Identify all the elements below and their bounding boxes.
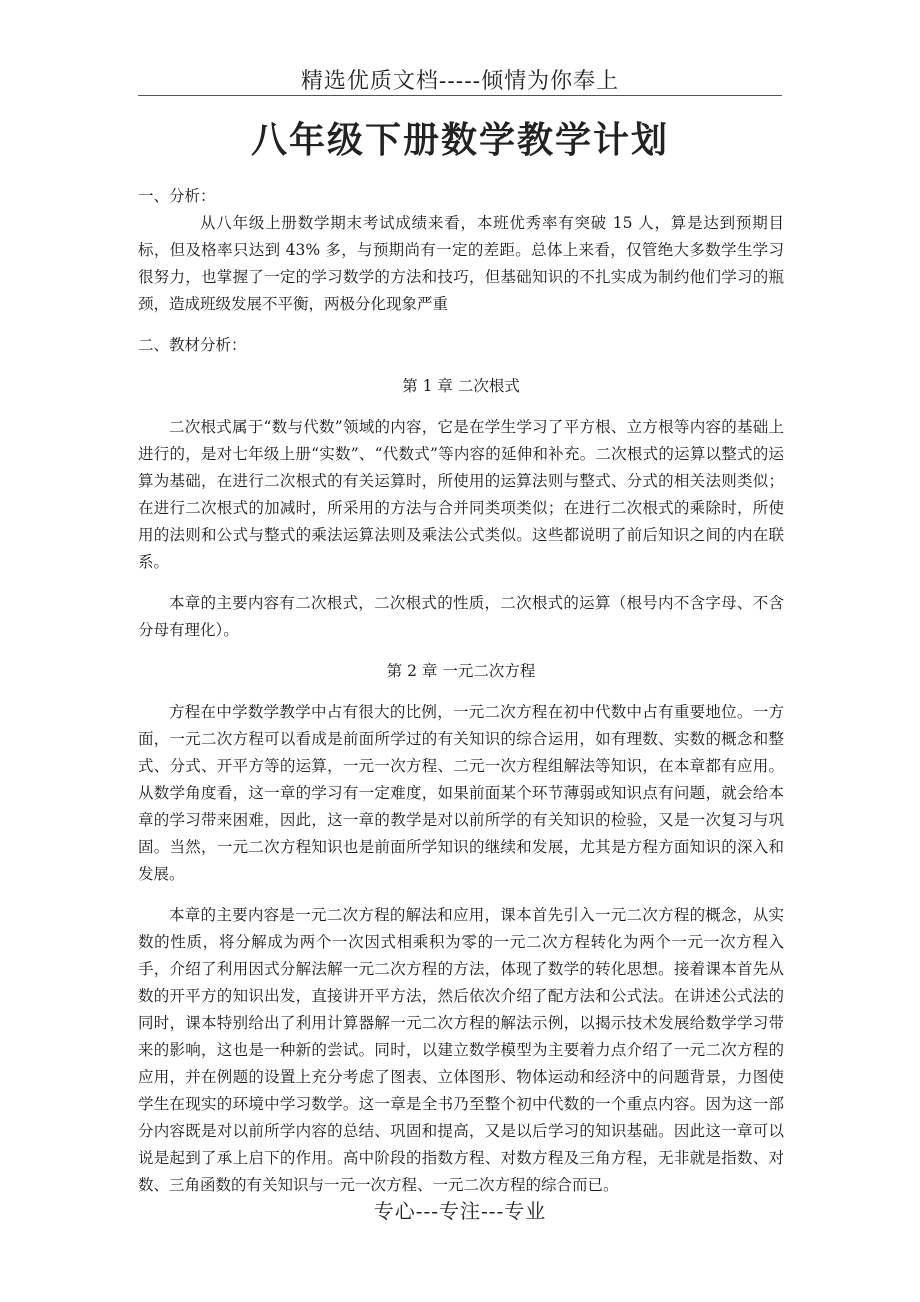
analysis-paragraph: 从八年级上册数学期末考试成绩来看，本班优秀率有突破 15 人，算是达到预期目标，但及格率只达到 43% 多，与预期尚有一定的差距。总体上来看，仅管绝大多数学生学习很努力，也掌握了一定的学习数学的方法和技巧，但基础知识的不扎实成为制约他们学习的瓶颈，造成班级发展不平衡，两极分化现象严重 (138, 214, 784, 313)
page-header: 精选优质文档-----倾情为你奉上 (300, 69, 620, 94)
page-footer: 专心---专注---专业 (373, 1199, 547, 1223)
section-heading-analysis: 一、分析： (138, 187, 216, 205)
chapter2-paragraph-1: 方程在中学数学教学中占有很大的比例，一元二次方程在初中代数中占有重要地位。一方面，一元二次方程可以看成是前面所学过的有关知识的综合运用，如有理数、实数的概念和整式、分式、开平方等的运算，一元一次方程、二元一次方程组解法等知识，在本章都有应用。从数学角度看，这一章的学习有一定难度，如果前面某个环节薄弱或知识点有问题，就会给本章的学习带来困难，因此，这一章的教学是对以前所学的有关知识的检验，又是一次复习与巩固。当然，一元二次方程知识也是前面所学知识的继续和发展，尤其是方程方面知识的深入和发展。 (138, 703, 784, 883)
header-divider (138, 95, 782, 96)
document-title: 八年级下册数学教学计划 (250, 120, 669, 161)
chapter1-title: 第 1 章 二次根式 (402, 377, 520, 395)
section-heading-textbook: 二、教材分析： (138, 336, 247, 354)
document-body (138, 183, 784, 1199)
chapter1-paragraph-2: 本章的主要内容有二次根式，二次根式的性质，二次根式的运算（根号内不含字母、不含分母有理化）。 (138, 594, 784, 639)
chapter1-paragraph-1: 二次根式属于“数与代数”领域的内容，它是在学生学习了平方根、立方根等内容的基础上进行的，是对七年级上册“实数”、“代数式”等内容的延伸和补充。二次根式的运算以整式的运算为基础，在进行二次根式的有关运算时，所使用的运算法则与整式、分式的相关法则类似；在进行二次根式的加减时，所采用的方法与合并同类项类似；在进行二次根式的乘除时，所使用的法则和公式与整式的乘法运算法则及乘法公式类似。这些都说明了前后知识之间的内在联系。 (138, 418, 784, 571)
chapter2-paragraph-2: 本章的主要内容是一元二次方程的解法和应用，课本首先引入一元二次方程的概念，从实数的性质，将分解成为两个一次因式相乘积为零的一元二次方程转化为两个一元一次方程入手，介绍了利用因式分解法解一元二次方程的方法，体现了数学的转化思想。接着课本首先从数的开平方的知识出发，直接讲开平方法，然后依次介绍了配方法和公式法。在讲述公式法的同时，课本特别给出了利用计算器解一元二次方程的解法示例，以揭示技术发展给数学学习带来的影响，这也是一种新的尝试。同时，以建立数学模型为主要着力点介绍了一元二次方程的应用，并在例题的设置上充分考虑了图表、立体图形、物体运动和经济中的问题背景，力图使学生在现实的环境中学习数学。这一章是全书乃至整个初中代数的一个重点内容。因为这一部分内容既是对以前所学内容的总结、巩固和提高，又是以后学习的知识基础。因此这一章可以说是起到了承上启下的作用。高中阶段的指数方程、对数方程及三角方程，无非就是指数、对数、三角函数的有关知识与一元一次方程、一元二次方程的综合而已。 (138, 906, 784, 1194)
chapter2-title: 第 2 章 一元二次方程 (386, 662, 536, 680)
